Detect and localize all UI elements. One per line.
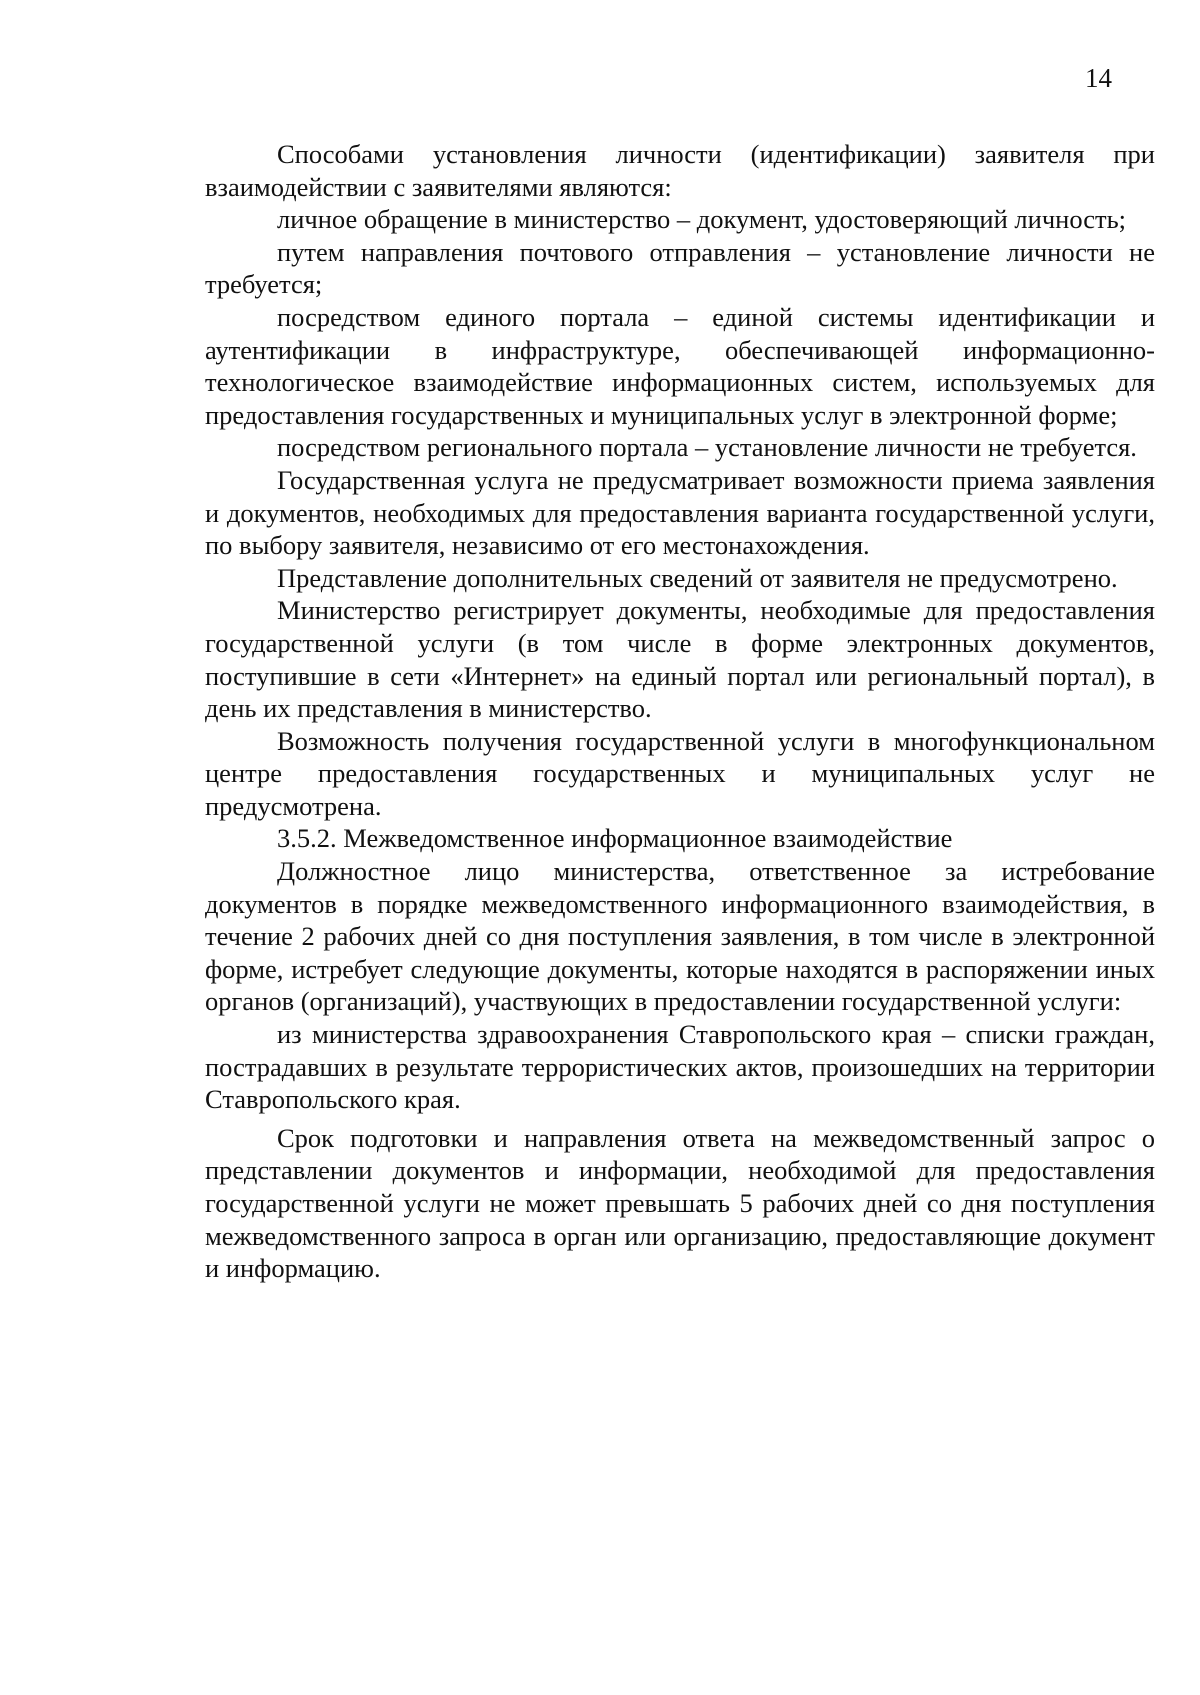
section-heading-3-5-2: 3.5.2. Межведомственное информационное взаимодействие — [277, 823, 953, 854]
paragraph-health-ministry: из министерства здравоохранения Ставропольского края – списки граждан, пострадавших в результате террористических актов, произошедших на территории Ставропольского края. — [205, 1019, 1155, 1115]
paragraph-postal: путем направления почтового отправления – установление личности не требуется; — [205, 236, 1155, 300]
paragraph-response-deadline: Срок подготовки и направления ответа на межведомственный запрос о представлении документов и информации, необходимой для предоставления государственной услуги не может превышать 5 рабочих дней со дня поступления межведомственного запроса в орган или организацию, предоставляющие документ и информацию. — [205, 1122, 1155, 1284]
paragraph-mfc: Возможность получения государственной услуги в многофункциональном центре предоставления государственных и муниципальных услуг не предусмотрена. — [205, 725, 1155, 821]
paragraph-personal-visit: личное обращение в министерство – документ, удостоверяющий личность; — [277, 204, 1127, 235]
paragraph-extraterritorial: Государственная услуга не предусматривает возможности приема заявления и документов, необходимых для предоставления варианта государственной услуги, по выбору заявителя, независимо от его местонахождения. — [205, 464, 1155, 561]
paragraph-official-request: Должностное лицо министерства, ответственное за истребование документов в порядке межведомственного информационного взаимодействия, в течение 2 рабочих дней со дня поступления заявления, в том числе в электронной форме, истребует следующие документы, которые находятся в распоряжении иных органов (организаций), участвующих в предоставлении государственной услуги: — [205, 856, 1155, 1017]
paragraph-unified-portal: посредством единого портала – единой системы идентификации и аутентификации в инфраструктуре, обеспечивающей информационно-технологическое взаимодействие информационных систем, используемых для предоставления государственных и муниципальных услуг в электронной форме; — [205, 301, 1155, 430]
paragraph-regional-portal: посредством регионального портала – установление личности не требуется. — [277, 432, 1137, 463]
page-number: 14 — [1085, 63, 1112, 93]
paragraph-registration: Министерство регистрирует документы, необходимые для предоставления государственной услуги (в том числе в форме электронных документов, поступившие в сети «Интернет» на единый портал или региональный портал), в день их представления в министерство. — [205, 595, 1155, 724]
paragraph-identification-methods: Способами установления личности (идентификации) заявителя при взаимодействии с заявителями являются: — [205, 139, 1155, 202]
paragraph-additional-info: Представление дополнительных сведений от заявителя не предусмотрено. — [277, 562, 1118, 593]
document-body — [205, 138, 1155, 1285]
